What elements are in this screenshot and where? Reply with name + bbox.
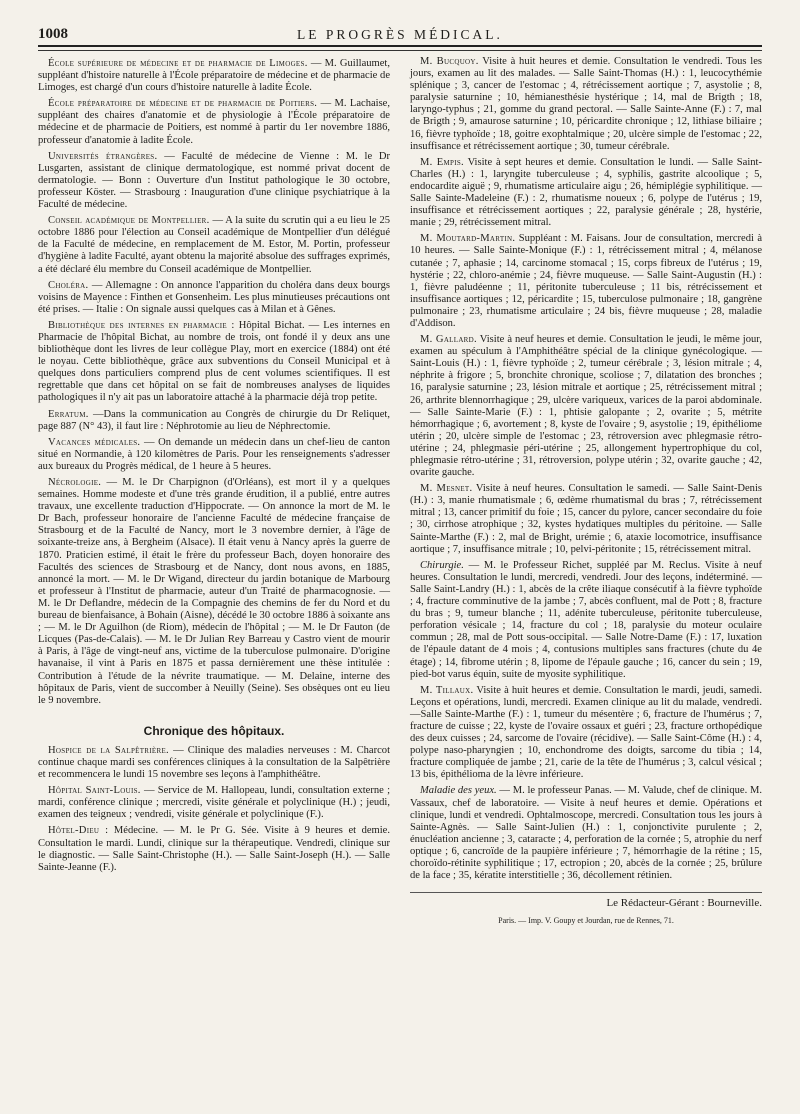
item-body: Visite à huit heures et demie. Consultation le mardi, jeudi, samedi. Leçons et opérations, lundi, mercredi. Examen clinique au lit du malade, vendredi.—Salle Sainte-Marthe (F.) : 1, tumeur du mésentère ; 6, fracture de l'humérus ; 7, fracture de cuisse ; 22, kyste de l'ovaire ossaux et guéri ; 23, fracture orthopédique des deux cuisses ; 24, sarcome de l'ovaire (récidive). — Salle Saint-Côme (H.) : 4, polype naso-pharyngien ; 10, enchondrome des doigts, sarcome du tibia ; 14, fracture compliquée de jambe ; 21, carie de la tête de l'humérus ; 3, calcul vésical ; 13 bis, épithélioma de la lèvre inférieure.	[410, 684, 763, 781]
page-number: 1008	[38, 26, 68, 42]
service-item	[410, 56, 762, 153]
item-body: Visite à neuf heures et demie. Consultation le jeudi, le même jour, examen au spéculum à l'Amphithéâtre spécial de la clinique gynécologique. — Saint-Louis (H.) : 1, fièvre typhoïde ; 2, tumeur cérébrale ; 3, lésion mitrale ; 4, néphrite à frigore ; 5, bronchite chronique, scoliose ; 7, dilatation des bronches ; 16, paralysie saturnine ; 23, lésion mitrale et aortique ; 25, rétrécissement mitral ; 26, arthrite blennorrhagique ; 29, ulcère variqueux, varices de la paroi abdominale. — Salle Sainte-Marie (F.) : 1, phtisie galopante ; 2, ovarite ; 5, métrite hémorrhagique ; 6, avortement ; 8, kyste de l'ovaire ; 9, asystolie ; 19, épithéliome utérin ; 20, ulcère simple de l'estomac ; 23, rétroversion avec phlegmasie rétro-utérine ; 24, phlegmasie péri-utérine ; 25, allongement hypertrophique du col, phlegmasie rétro-utérine ; 31, rétroversion, polype utérin ; 32, ovarite gauche ; 42, ovarite gauche.	[410, 334, 763, 479]
item-body: Hôpital Bichat. — Les internes en Pharmacie de l'hôpital Bichat, au nombre de trois, ont fondé il y deux ans une bibliothèque dont les livres de leur collègue Play, mort en exercice (1884) ont été le noyau. Cette bibliothèque, grâce aux subventions du Conseil Municipal et à quelques dons particuliers comprend plus de cent volumes scientifiques. Il est regrettable que dans cet hôpital on se fait de nombreuses analyses de liquides pathologiques il n'y ait pas un laboratoire attaché à la pharmacie déjà trop petite.	[38, 319, 391, 404]
service-item	[410, 334, 762, 479]
news-item	[38, 477, 390, 707]
news-item	[38, 320, 390, 405]
hospital-item	[38, 785, 390, 821]
news-item	[38, 409, 390, 433]
item-body: — On demande un médecin dans un chef-lieu de canton situé en Normandie, à 120 kilomètres de Paris. Pour les renseignements s'adresser aux bureaux du Progrès médical, de 1 heure à 5 heures.	[38, 436, 390, 472]
header-rule-thick	[38, 45, 762, 47]
item-lead: Bibliothèque des internes en pharmacie :	[48, 319, 235, 331]
item-lead: M. Mesnet.	[420, 483, 473, 495]
item-body: Visite à huit heures et demie. Consultation le vendredi. Tous les jours, examen au lit des malades. — Salle Saint-Thomas (H.) : 1, leucocythémie splénique ; 3, cancer de l'estomac ; 4, rétrécissement aortique ; 7, asystolie ; 8, paralysie saturnine ; 10, hémianesthésie hystérique ; 14, mal de Brigth ; 18, laryngo-typhus ; 21, gomme du grand pectoral. — Salle Sainte-Anne (F.) : 7, mal de Brigth ; 9, amaurose saturnine ; 10, péricardite chronique ; 12, lithiase biliaire ; 16, fièvre typhoïde ; 18, goitre exophtalmique ; 20, ulcère simple de l'estomac ; 22, insuffisance et rétrécissement aortique ; 30, tumeur cérébrale.	[410, 56, 763, 152]
item-lead: M. Tillaux.	[420, 684, 474, 696]
item-lead: M. Gallard.	[420, 334, 477, 346]
item-lead: M. Bucquoy.	[420, 56, 479, 67]
item-body: — Allemagne : On annonce l'apparition du choléra dans deux bourgs voisins de Mayence : Finthen et Gonsenheim. Les plus minutieuses précautions ont été prises. — Italie : On signale aussi quelques cas à Milan et à Gênes.	[38, 279, 391, 315]
item-lead: Vacances médicales.	[48, 436, 141, 448]
item-body: Médecine. — M. le Pr G. Sée. Visite à 9 heures et demie. Consultation le mardi. Lundi, clinique sur la thérapeutique. Vendredi, clinique sur le diagnostic. — Salle Saint-Christophe (H.). — Salle Saint-Joseph (H.). — Salle Sainte-Jeanne (F.).	[38, 825, 390, 873]
news-item	[38, 280, 390, 316]
item-body: — M. Lachaise, suppléant des chaires d'anatomie et de physiologie à l'École préparatoire de médecine et de pharmacie de Poitiers, est nommé à partir du 1er novembre 1886, professeur d'anatomie à ladite École.	[38, 98, 391, 146]
item-lead: Hôtel-Dieu :	[48, 825, 109, 837]
item-body: — M. Guillaumet, suppléant d'histoire naturelle à l'École préparatoire de médecine et de pharmacie de Limoges, est chargé d'un cours d'histoire naturelle à ladite École.	[38, 58, 390, 94]
item-body: Suppléant : M. Faisans. Jour de consultation, mercredi à 10 heures. — Salle Sainte-Monique (F.) : 1, rétrécissement mitral ; 4, mélanose cutanée ; 7, aphasie ; 14, carcinome stomacal ; 15, corps fibreux de l'utérus ; 19, hystérie ; 22, chloro-anémie ; 24, fièvre muqueuse. — Salle Saint-Augustin (H.) : 1, fièvre paludéenne ; 11, péritonite tuberculeuse ; 11 bis, rétrécissement et insuffisance aortiques ; 12, péricardite ; 15, tuberculose pulmonaire ; 18, gangrène pulmonaire ; 23, rhumatisme articulaire ; 24 bis, fièvre muqueuse ; 28, maladie d'Addison.	[410, 233, 763, 329]
header-rule-thin	[38, 50, 762, 51]
chronique-title: Chronique des hôpitaux.	[143, 723, 285, 738]
news-item	[38, 58, 390, 94]
item-lead: M. Moutard-Martin.	[420, 233, 516, 245]
item-body: Visite à sept heures et demie. Consultation le lundi. — Salle Saint-Charles (H.) : 1, laryngite tuberculeuse ; 4, syphilis, gastrite alcoolique ; 5, endocardite aiguë ; 9, rhumatisme articulaire aigu ; 26, hémiplégie syphilitique. — Salle Sainte-Madeleine (F.) : 2, rhumatisme noueux ; 6, polype de l'utérus ; 19, insuffisance et rétrécissement aortiques ; 22, paralysie générale ; 28, hystérie, manie ; 29, rétrécissement mitral.	[410, 156, 762, 229]
news-item	[38, 151, 390, 211]
printer-imprint: Paris. — Imp. V. Goupy et Jourdan, rue de Rennes, 71.	[498, 916, 674, 926]
service-item	[410, 483, 762, 556]
item-body: —Dans la communication au Congrès de chirurgie du Dr Reliquet, page 887 (N° 43), il faut lire : Néphrotomie au lieu de Néphrectomie.	[38, 408, 390, 432]
item-lead: M. Empis.	[420, 156, 464, 168]
item-lead: Chirurgie.	[420, 559, 464, 571]
service-item	[410, 560, 762, 681]
item-lead: Hospice de la Salpêtrière.	[48, 744, 169, 756]
item-lead: Choléra.	[48, 279, 89, 291]
item-lead: Nécrologie.	[48, 477, 102, 488]
item-body: — Faculté de médecine de Vienne : M. le Dr Lusgarten, assistant de clinique dermatologique, est nommé privat docent de dermatologie. — Bonn : Ouverture d'un Institut pathologique le 30 octobre, professeur Köster. — Strasbourg : Inauguration d'une clinique psychiatrique à la Faculté de médecine.	[38, 150, 390, 211]
item-body: — Service de M. Hallopeau, lundi, consultation externe ; mardi, conférence clinique ; mercredi, visite générale et polyclinique (H.) ; jeudi, examen des teigneux ; vendredi, visite générale et polyclinique (F.).	[38, 785, 390, 821]
item-lead: Erratum.	[48, 408, 89, 420]
item-lead: École préparatoire de médecine et de pharmacie de Poitiers.	[48, 98, 318, 110]
news-item	[38, 215, 390, 275]
service-item	[410, 233, 762, 330]
journal-title: LE PROGRÈS MÉDICAL.	[297, 27, 503, 42]
item-body: Visite à neuf heures. Consultation le samedi. — Salle Saint-Denis (H.) : 3, manie rhumatismale ; 6, œdème rhumatismal du bras ; 7, rétrécissement mitral ; 13, cancer primitif du foie ; 15, cancer du pylore, cancer secondaire du foie ; 30, cirrhose atrophique ; 32, kystes hydatiques multiples du péritoine. — Salle Sainte-Marthe (F.) : 2, mal de Bright, urémie ; 6, ataxie locomotrice, insuffisance aortique ; 7, insuffisance mitrale ; 10, pelvi-péritonite ; 15, rétrécissement mitral.	[410, 483, 762, 555]
right-column	[410, 56, 762, 927]
item-lead: Hôpital Saint-Louis.	[48, 785, 141, 797]
left-column	[38, 58, 390, 878]
hospital-item	[38, 825, 390, 873]
item-body: — Clinique des maladies nerveuses : M. Charcot continue chaque mardi ses conférences cliniques à la consultation de la Salpêtrière et recommencera le lundi 15 novembre ses leçons à l'amphithéâtre.	[38, 744, 391, 781]
item-body: — M. le Dr Charpignon (d'Orléans), est mort il y a quelques semaines. Homme modeste et d'une très grande érudition, il a publié, entre autres travaux, une excellente traduction d'Hippocrate. — On annonce la mort de M. le Dr Bach, professeur honoraire de l'ancienne Faculté de médecine française de Strasbourg et de la Faculté de Nancy, mort le 3 novembre dernier, à l'âge de soixante-treize ans, à Bergheim (Alsace). Il était venu à Nancy après la guerre de 1870. Praticien estimé, il était le frère du professeur Bach, doyen honoraire des Facultés des sciences de Strasbourg et de Nancy, dont nous avons, en 1885, annoncé la mort. — M. le Dr Wigand, directeur du jardin botanique de Marbourg et professeur à l'Institut de pharmacie, auteur d'un Traité de pharmacognosie. — M. le Dr Deflandre, médecin de la Compagnie des chemins de fer du Nord et du bureau de bienfaisance, à Bohain (Aisne), décédé le 30 octobre 1886 à soixante ans ; — M. le Dr Aguilhon (de Riom), médecin de l'hôpital ; — M. le Dr Fauton (de Licques (Pas-de-Calais). — M. le Dr Julian Rey Barreau y Castro vient de mourir à Paris, à l'âge de vingt-neuf ans, victime de la tuberculose pulmonaire. D'origine havanaise, il vint à Paris en 1875 et passa dernièrement une thèse intitulée : Contribution à l'étude de la névrite traumatique. — M. Delaine, interne des hôpitaux de Paris, vient de succomber à Neuilly (Seine). Ses obsèques ont eu lieu le 9 novembre.	[38, 477, 390, 706]
service-item	[410, 785, 762, 882]
item-lead: École supérieure de médecine et de pharmacie de Limoges.	[48, 58, 308, 69]
item-body: — A la suite du scrutin qui a eu lieu le 25 octobre 1886 pour l'élection au Conseil académique de Montpellier d'un délégué de la Faculté de médecine, en remplacement de M. Estor, M. Portin, professeur d'hygiène à ladite Faculté, ayant obtenu la majorité absolue des suffrages exprimés, a été déclaré élu membre du Conseil académique de Montpellier.	[38, 215, 391, 275]
news-item	[38, 98, 390, 146]
editor-signature: Le Rédacteur-Gérant : Bourneville.	[410, 892, 762, 909]
item-lead: Maladie des yeux.	[420, 785, 497, 797]
item-body: — M. le Professeur Richet, suppléé par M. Reclus. Visite à neuf heures. Consultation le lundi, mercredi, vendredi. Jour des leçons, indéterminé. — Salle Saint-Landry (H.) : 1, abcès de la crête iliaque consécutif à la fièvre typhoïde ; 4, fracture comminutive de la jambe ; 7, abcès confluent, mal de Pott ; 8, fracture du bras ; 9, tumeur blanche ; 11, adénite tuberculeuse, péritonite tuberculeuse, perforation vésicale ; 14, fracture du col ; 18, paralysie du moteur oculaire commun ; 28, mal de Pott sous-occipital. — Salle Notre-Dame (F.) : 17, luxation de l'épaule datant de 4 mois ; 4, contusions multiples sans fractures (chute du 4e étage) ; 14, fibrome utérin ; 8, lipome de l'épaule gauche ; 16, cancer du sein ; 19, pied-bot varus équin, suite de myosite syphilitique.	[410, 559, 762, 680]
item-body: — M. le professeur Panas. — M. Valude, chef de clinique. M. Vassaux, chef de laboratoire. — Visite à neuf heures et demie. Opérations et clinique, lundi et vendredi. Ophtalmoscope, mercredi. Consultation tous les jours à Sainte-Agnès. — Salle Saint-Julien (H.) : 1, conjonctivite purulente ; 2, énucléation ancienne ; 3, cataracte ; 4, perforation de la cornée ; 5, atrophie du nerf optique ; 6, cancroïde de la paupière inférieure ; 7, hémorrhagie de la rétine ; 15, choroïdo-rétinite syphilitique ; 17, ectropion ; 20, abcès de la cornée ; 25, brûlure de la face ; 35, kératite interstitielle ; 36, décollement rétinien.	[410, 785, 762, 882]
hospital-item	[38, 745, 390, 781]
service-item	[410, 685, 762, 782]
item-lead: Conseil académique de Montpellier.	[48, 215, 210, 227]
news-item	[38, 437, 390, 473]
service-item	[410, 157, 762, 230]
item-lead: Universités étrangères.	[48, 150, 158, 162]
